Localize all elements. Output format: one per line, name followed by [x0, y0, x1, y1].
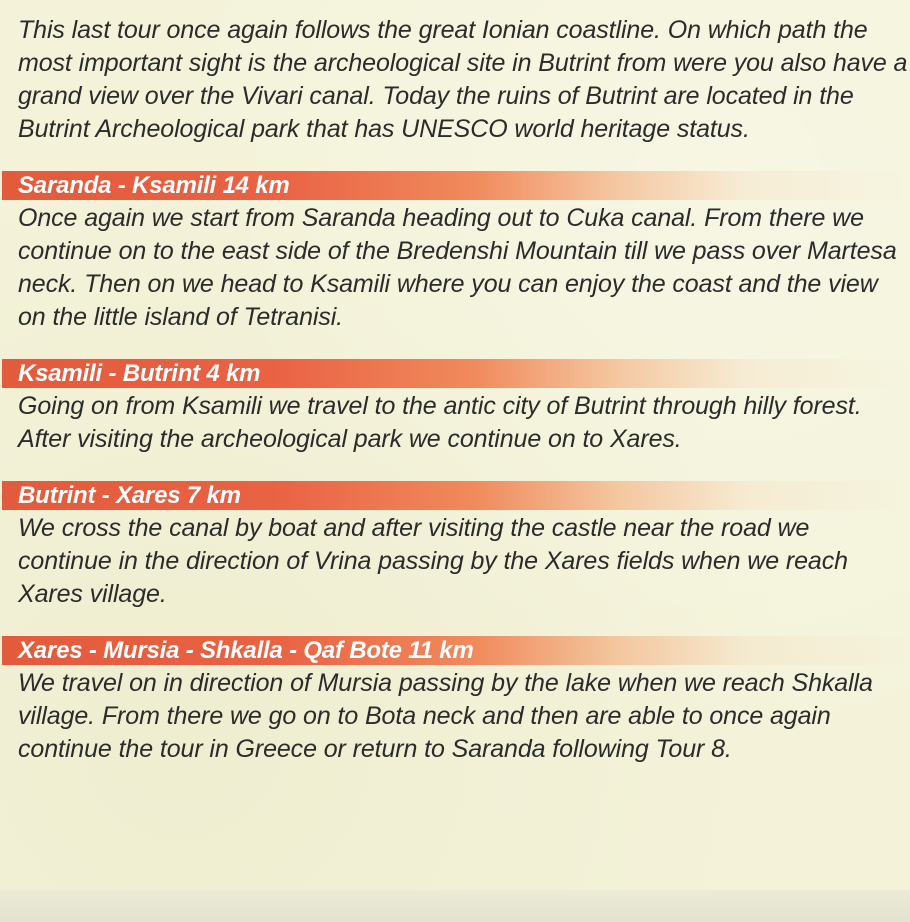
route-heading-bar [2, 481, 908, 510]
intro-paragraph: This last tour once again follows the great Ionian coastline. On which path the most important sight is the archeological site in Butrint from were you also have a grand view over the Vivari canal. Today the ruins of Butrint are located in the Butrint Archeological park that has UNESCO world heritage status. [18, 16, 908, 143]
route-heading-bar [2, 636, 908, 665]
route-description: We cross the canal by boat and after visiting the castle near the road we continue in the direction of Vrina passing by the Xares fields when we reach Xares village. [18, 514, 848, 608]
route-description: Once again we start from Saranda heading out to Cuka canal. From there we continue on to the east side of the Bredenshi Mountain till we pass over Martesa neck. Then on we head to Ksamili where you can enjoy the coast and the view on the little island of Tetranisi. [18, 204, 897, 331]
route-section-saranda-ksamili [18, 171, 908, 334]
route-heading: Saranda - Ksamili 14 km [18, 172, 290, 199]
route-heading: Xares - Mursia - Shkalla - Qaf Bote 11 km [18, 637, 474, 664]
route-heading: Butrint - Xares 7 km [18, 482, 241, 509]
tour-description [18, 14, 908, 791]
route-heading: Ksamili - Butrint 4 km [18, 360, 261, 387]
page-bottom-strip [0, 890, 910, 922]
route-description: Going on from Ksamili we travel to the antic city of Butrint through hilly forest. After visiting the archeological park we continue on to Xares. [18, 392, 862, 453]
route-section-xares-qaf-bote [18, 636, 908, 766]
route-section-butrint-xares [18, 481, 908, 611]
route-description: We travel on in direction of Mursia passing by the lake when we reach Shkalla village. From there we go on to Bota neck and then are able to once again continue the tour in Greece or return to Saranda following Tour 8. [18, 669, 873, 763]
route-heading-bar [2, 171, 908, 200]
route-heading-bar [2, 359, 908, 388]
route-section-ksamili-butrint [18, 359, 908, 456]
